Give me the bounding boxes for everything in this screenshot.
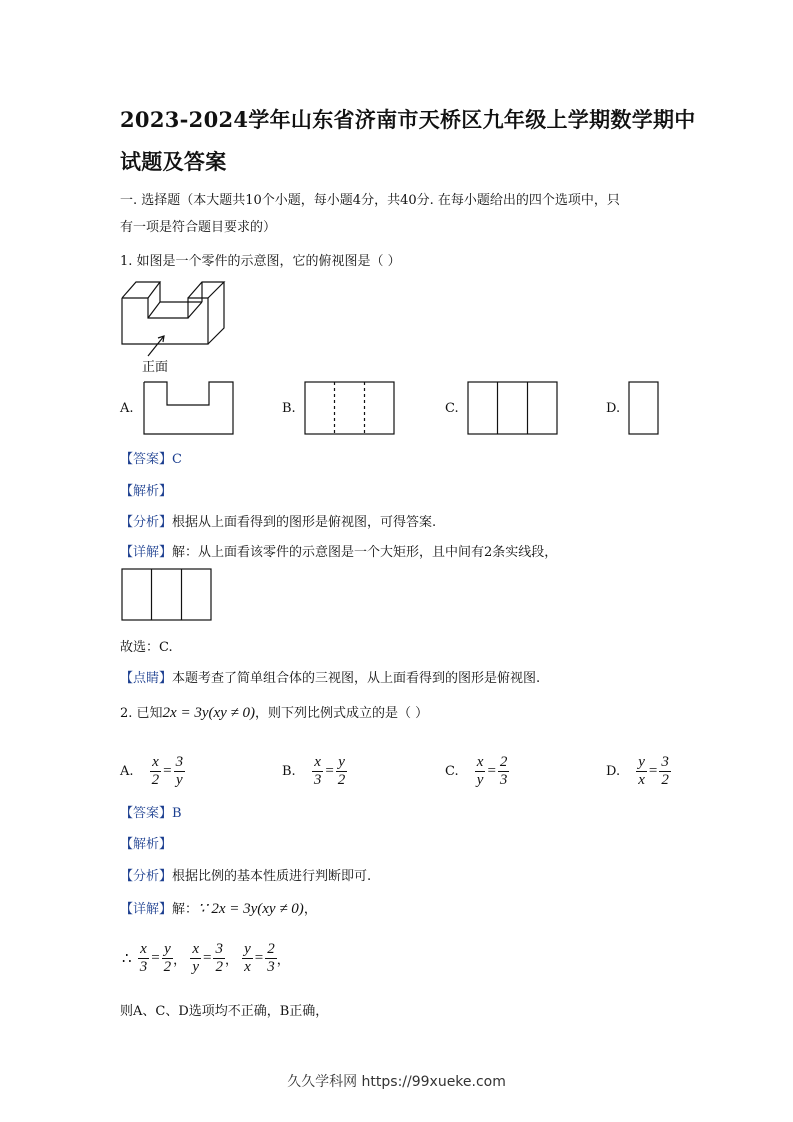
- title-line-2: 试题及答案: [120, 149, 227, 174]
- section-heading: 一. 选择题（本大题共10个小题，每小题4分，共40分. 在每小题给出的四个选项中，只: [120, 193, 620, 208]
- q1-option-a-figure: [143, 381, 235, 437]
- q1-option-d-figure: [628, 381, 662, 437]
- q2-analysis-tag: 【解析】: [120, 837, 173, 852]
- q1-option-c-figure: [467, 381, 559, 437]
- q2-option-d: D. $\frac{y}{x}$ = $\frac{3}{2}$: [606, 754, 669, 788]
- q1-option-d-label: D.: [606, 401, 621, 416]
- footer-watermark: 久久学科网 https://99xueke.com: [287, 1074, 506, 1090]
- q1-xiangjie: 【详解】解：从上面看该零件的示意图是一个大矩形，且中间有2条实线段，: [120, 545, 558, 560]
- q2-stem: 2. 已知2x = 3y(xy ≠ 0)，则下列比例式成立的是（ ）: [120, 705, 429, 721]
- q1-analysis-tag: 【解析】: [120, 484, 173, 499]
- q1-answer: 【答案】C: [120, 452, 182, 467]
- q1-stem: 1. 如图是一个零件的示意图，它的俯视图是（ ）: [120, 254, 401, 269]
- q1-option-b-figure: [304, 381, 396, 437]
- q1-option-b-label: B.: [282, 401, 296, 416]
- q1-option-a-label: A.: [120, 401, 134, 416]
- front-label: 正面: [142, 360, 169, 375]
- q2-answer: 【答案】B: [120, 806, 182, 821]
- q1-part-figure: [120, 276, 230, 376]
- title-line-1: 2023-2024学年山东省济南市天桥区九年级上学期数学期中: [120, 107, 696, 132]
- q1-solution-figure: [121, 568, 213, 624]
- q2-option-c: C. $\frac{x}{y}$ = $\frac{2}{3}$: [445, 754, 508, 788]
- q2-option-b: B. $\frac{x}{3}$ = $\frac{y}{2}$: [282, 754, 346, 788]
- q1-dianjing: 【点睛】本题考查了简单组合体的三视图，从上面看得到的图形是俯视图.: [120, 671, 541, 686]
- q1-option-c-label: C.: [445, 401, 459, 416]
- q2-xiangjie: 【详解】解：∵ 2x = 3y(xy ≠ 0)，: [120, 901, 317, 917]
- q1-choose: 故选：C.: [120, 640, 173, 655]
- q2-conclusion: 则A、C、D选项均不正确，B正确，: [120, 1004, 329, 1019]
- q2-fenxi: 【分析】根据比例的基本性质进行判断即可.: [120, 869, 372, 884]
- q2-derived: ∴ $\frac{x}{3}$ = $\frac{y}{2}$ ， $\frac{x}{y}$ = $\frac{3}{2}$ ， $\frac{y}{x}$ = $\frac{2}{3}$ ，: [122, 941, 290, 975]
- section-heading-cont: 有一项是符合题目要求的）: [120, 220, 277, 235]
- q1-fenxi: 【分析】根据从上面看得到的图形是俯视图，可得答案.: [120, 515, 437, 530]
- q2-option-a: A. $\frac{x}{2}$ = $\frac{3}{y}$: [120, 754, 184, 788]
